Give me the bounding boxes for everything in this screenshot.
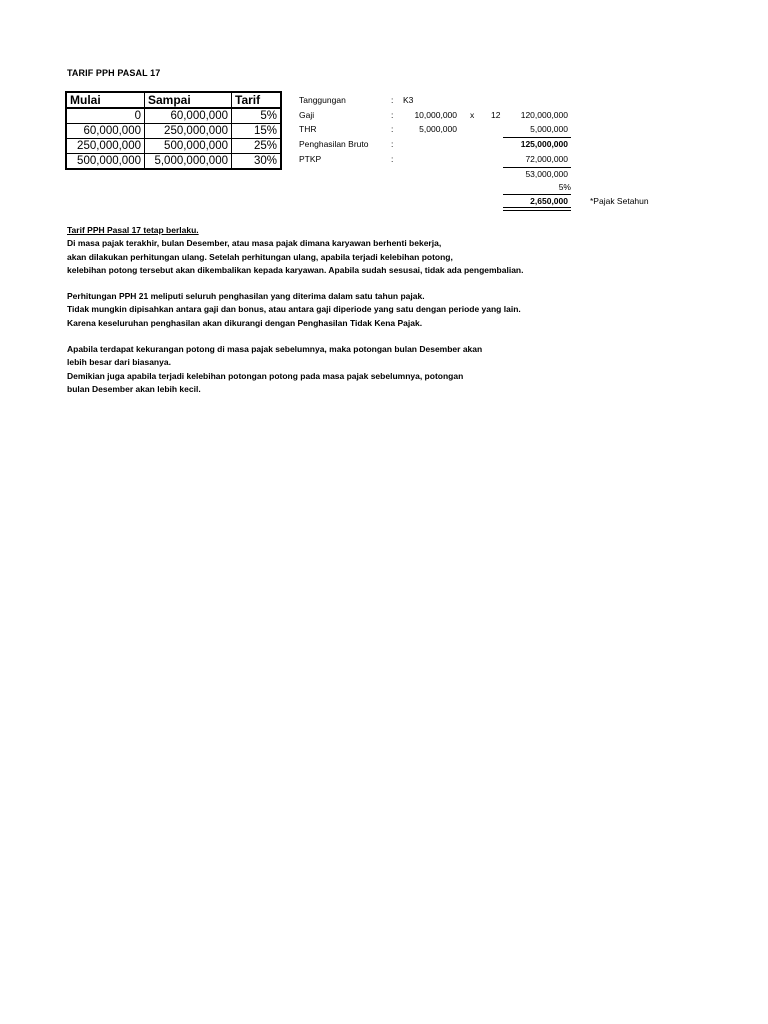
tarif-table — [65, 91, 282, 170]
gaji-total: 120,000,000 — [520, 110, 568, 120]
tanggungan-label: Tanggungan — [299, 95, 346, 105]
ptkp-total: 72,000,000 — [525, 154, 568, 164]
notes — [67, 224, 523, 396]
header-sampai: Sampai — [145, 92, 232, 108]
notes-heading: Tarif PPH Pasal 17 tetap berlaku. — [67, 225, 199, 235]
gaji-colon: : — [391, 110, 394, 120]
notes-line: Perhitungan PPH 21 meliputi seluruh penghasilan yang diterima dalam satu tahun pajak. — [67, 291, 425, 302]
notes-line: Di masa pajak terakhir, bulan Desember, atau masa pajak dimana karyawan berhenti bekerja, — [67, 238, 442, 249]
cell-mulai: 60,000,000 — [66, 124, 145, 139]
page-title: TARIF PPH PASAL 17 — [67, 68, 161, 78]
pkp-rule — [503, 167, 571, 168]
gaji-monthly: 10,000,000 — [414, 110, 457, 120]
tax-double-rule — [503, 207, 571, 211]
cell-sampai: 60,000,000 — [145, 108, 232, 124]
cell-sampai: 250,000,000 — [145, 124, 232, 139]
subtotal-rule — [503, 137, 571, 138]
notes-line: akan dilakukan perhitungan ulang. Setelah perhitungan ulang, apabila terjadi kelebihan potong, — [67, 251, 453, 262]
notes-line: Karena keseluruhan penghasilan akan dikurangi dengan Penghasilan Tidak Kena Pajak. — [67, 317, 423, 328]
table-row — [66, 108, 281, 124]
thr-total: 5,000,000 — [530, 124, 568, 134]
table-header-row — [66, 92, 281, 108]
thr-amount: 5,000,000 — [419, 124, 457, 134]
bruto-total: 125,000,000 — [520, 139, 568, 149]
notes-line: Demikian juga apabila terjadi kelebihan potongan potong pada masa pajak sebelumnya, potongan — [67, 370, 464, 381]
gaji-times: x — [470, 110, 475, 120]
tax-note: *Pajak Setahun — [590, 196, 649, 206]
table-row — [66, 124, 281, 139]
cell-tarif: 15% — [232, 124, 282, 139]
pkp-total: 53,000,000 — [525, 169, 568, 179]
tanggungan-value: K3 — [403, 95, 414, 105]
thr-colon: : — [391, 124, 394, 134]
cell-mulai: 0 — [66, 108, 145, 124]
notes-line: bulan Desember akan lebih kecil. — [67, 383, 201, 394]
bruto-colon: : — [391, 139, 394, 149]
cell-sampai: 5,000,000,000 — [145, 154, 232, 170]
cell-tarif: 30% — [232, 154, 282, 170]
tanggungan-colon: : — [391, 95, 394, 105]
cell-mulai: 250,000,000 — [66, 139, 145, 154]
gaji-months: 12 — [491, 110, 501, 120]
notes-line: Tidak mungkin dipisahkan antara gaji dan bonus, atau antara gaji diperiode yang satu dengan periode yang lain. — [67, 304, 521, 315]
notes-line: lebih besar dari biasanya. — [67, 357, 171, 368]
cell-tarif: 5% — [232, 108, 282, 124]
gaji-label: Gaji — [299, 110, 315, 120]
thr-label: THR — [299, 124, 317, 134]
cell-tarif: 25% — [232, 139, 282, 154]
header-mulai: Mulai — [66, 92, 145, 108]
ptkp-label: PTKP — [299, 154, 322, 164]
ptkp-colon: : — [391, 154, 394, 164]
header-tarif: Tarif — [232, 92, 282, 108]
cell-sampai: 500,000,000 — [145, 139, 232, 154]
tax-rate: 5% — [558, 182, 571, 192]
tax-total: 2,650,000 — [530, 196, 568, 206]
notes-line: kelebihan potong tersebut akan dikembalikan kepada karyawan. Apabila sudah sesusai, tidak ada pengembalian. — [67, 264, 524, 275]
table-row — [66, 139, 281, 154]
notes-line: Apabila terdapat kekurangan potong di masa pajak sebelumnya, maka potongan bulan Desember akan — [67, 344, 483, 355]
table-row — [66, 154, 281, 170]
tax-rule — [503, 194, 571, 195]
bruto-label: Penghasilan Bruto — [299, 139, 369, 149]
cell-mulai: 500,000,000 — [66, 154, 145, 170]
